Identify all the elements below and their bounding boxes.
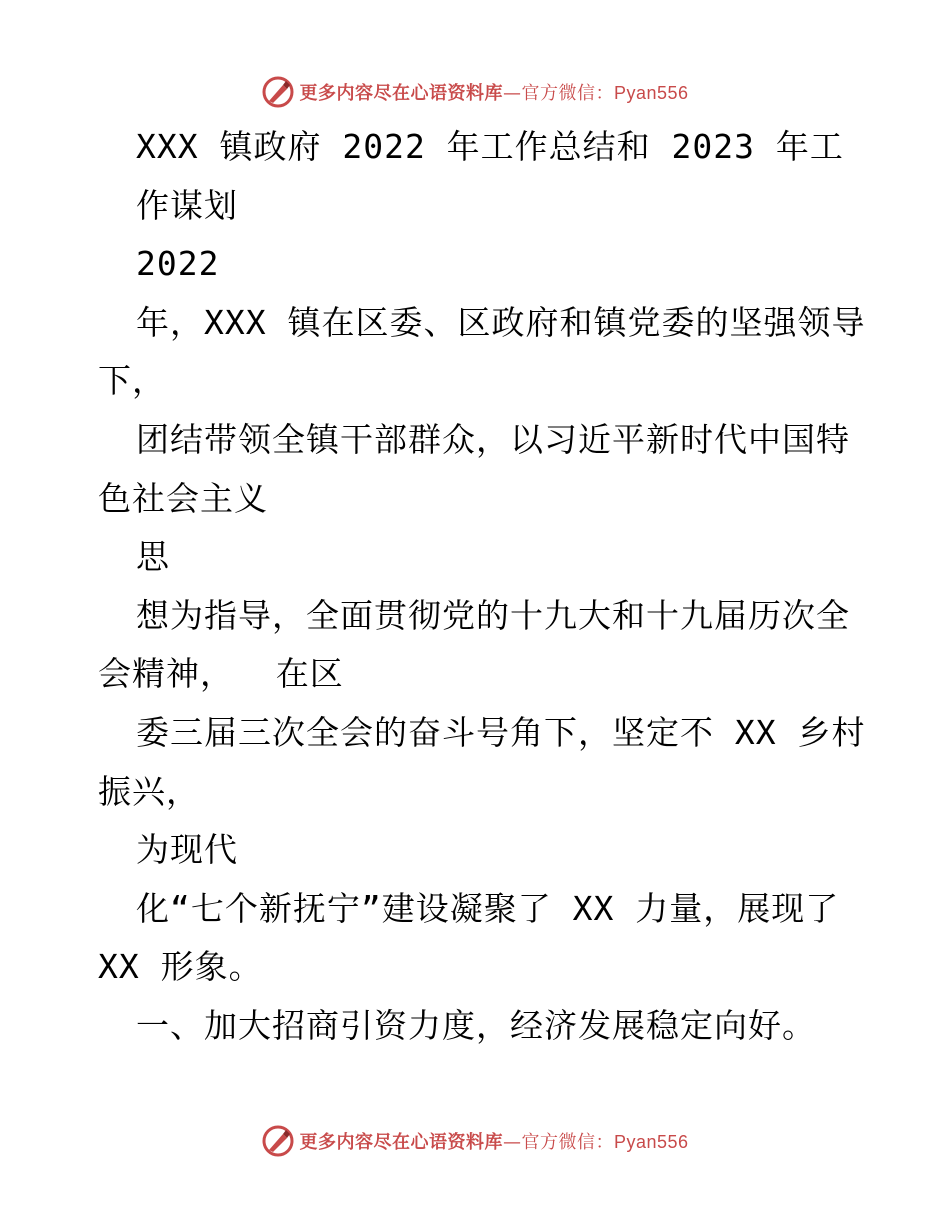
title-line-2: 作谋划 — [136, 185, 238, 225]
footer-watermark — [0, 1121, 950, 1161]
watermark-brand: 更多内容尽在心语资料库 — [299, 83, 503, 104]
paragraph-line: 团结带领全镇干部群众，以习近平新时代中国特 — [136, 419, 850, 459]
watermark-handle: Pyan556 — [613, 83, 689, 103]
pen-seal-logo-icon — [261, 75, 295, 109]
watermark-brand: 更多内容尽在心语资料库 — [299, 1132, 503, 1153]
paragraph-line: XX 形象。 — [98, 947, 263, 987]
title-line-1: XXX 镇政府 2022 年工作总结和 2023 年工 — [136, 127, 844, 166]
paragraph-line: 委三届三次全会的奋斗号角下，坚定不 XX 乡村 — [136, 712, 866, 752]
paragraph-line: 化“七个新抚宁”建设凝聚了 XX 力量，展现了 — [136, 888, 840, 928]
paragraph-line: 振兴， — [98, 771, 200, 811]
paragraph-line: 年，XXX 镇在区委、区政府和镇党委的坚强领导 — [136, 302, 866, 342]
document-body — [98, 118, 866, 1056]
watermark-separator: —官方微信： — [502, 1132, 614, 1153]
section-heading: 一、加大招商引资力度，经济发展稳定向好。 — [136, 1005, 816, 1045]
paragraph-line: 想为指导，全面贯彻党的十九大和十九届历次全 — [136, 595, 850, 635]
paragraph-line: 会精神， 在区 — [98, 654, 344, 694]
paragraph-line: 色社会主义 — [98, 478, 268, 518]
header-watermark — [0, 72, 950, 112]
watermark-text — [299, 1128, 688, 1154]
paragraph-line: 思 — [136, 537, 170, 577]
pen-seal-logo-icon — [261, 1124, 295, 1158]
watermark-handle: Pyan556 — [613, 1132, 689, 1152]
paragraph-line: 下， — [98, 361, 166, 401]
paragraph-line: 2022 — [136, 244, 220, 284]
watermark-separator: —官方微信： — [502, 83, 614, 104]
paragraph-line: 为现代 — [136, 830, 238, 870]
watermark-text — [299, 79, 688, 105]
